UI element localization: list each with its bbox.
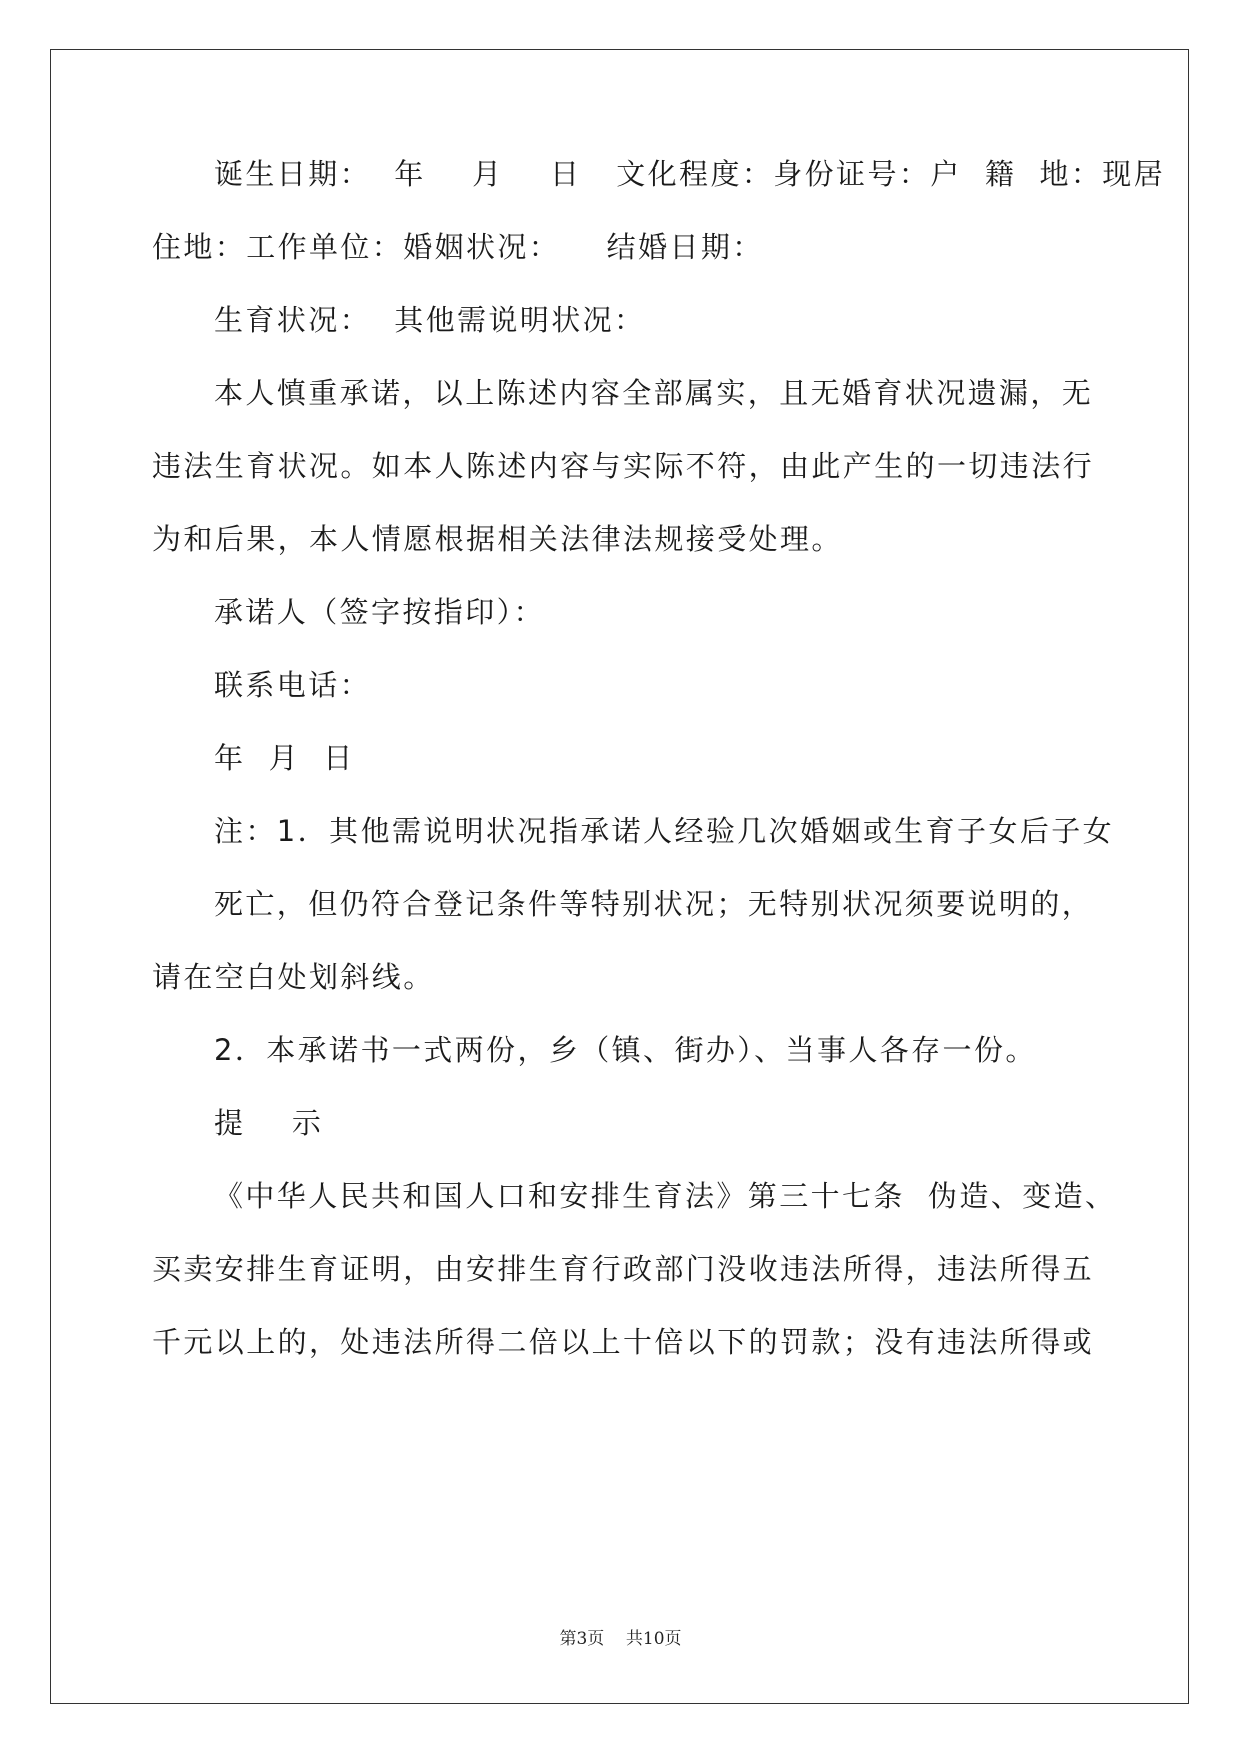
note-item-2: 2．本承诺书一式两份，乡（镇、街办）、当事人各存一份。 (214, 1033, 1037, 1067)
note-line-2: 死亡，但仍符合登记条件等特别状况；无特别状况须要说明的， (214, 887, 1094, 921)
residence-info-line: 住地：工作单位：婚姻状况： 结婚日期： (152, 230, 764, 264)
page-border (50, 49, 1189, 1704)
note-line-3: 请在空白处划斜线。 (152, 960, 435, 994)
page-number-footer: 第3页 共10页 (559, 1629, 682, 1649)
pledge-paragraph-line-2: 违法生育状况。如本人陈述内容与实际不符，由此产生的一切违法行 (152, 449, 1095, 483)
note-line-1: 注：1．其他需说明状况指承诺人经验几次婚姻或生育子女后子女 (214, 814, 1115, 848)
signer-label: 承诺人（签字按指印）： (214, 595, 545, 629)
pledge-paragraph-line-1: 本人慎重承诺，以上陈述内容全部属实，且无婚育状况遗漏，无 (214, 376, 1094, 410)
birth-info-line: 诞生日期： 年 月 日 文化程度：身份证号：户 籍 地：现居 (214, 157, 1166, 191)
law-paragraph-line-2: 买卖安排生育证明，由安排生育行政部门没收违法所得，违法所得五 (152, 1252, 1095, 1286)
date-label: 年 月 日 (214, 741, 355, 775)
notice-heading: 提 示 (214, 1106, 324, 1140)
law-paragraph-line-3: 千元以上的，处违法所得二倍以上十倍以下的罚款；没有违法所得或 (152, 1325, 1095, 1359)
phone-label: 联系电话： (214, 668, 372, 702)
pledge-paragraph-line-3: 为和后果，本人情愿根据相关法律法规接受处理。 (152, 522, 843, 556)
fertility-status-line: 生育状况： 其他需说明状况： (214, 303, 646, 337)
law-paragraph-line-1: 《中华人民共和国人口和安排生育法》第三十七条 伪造、变造、 (214, 1179, 1117, 1213)
